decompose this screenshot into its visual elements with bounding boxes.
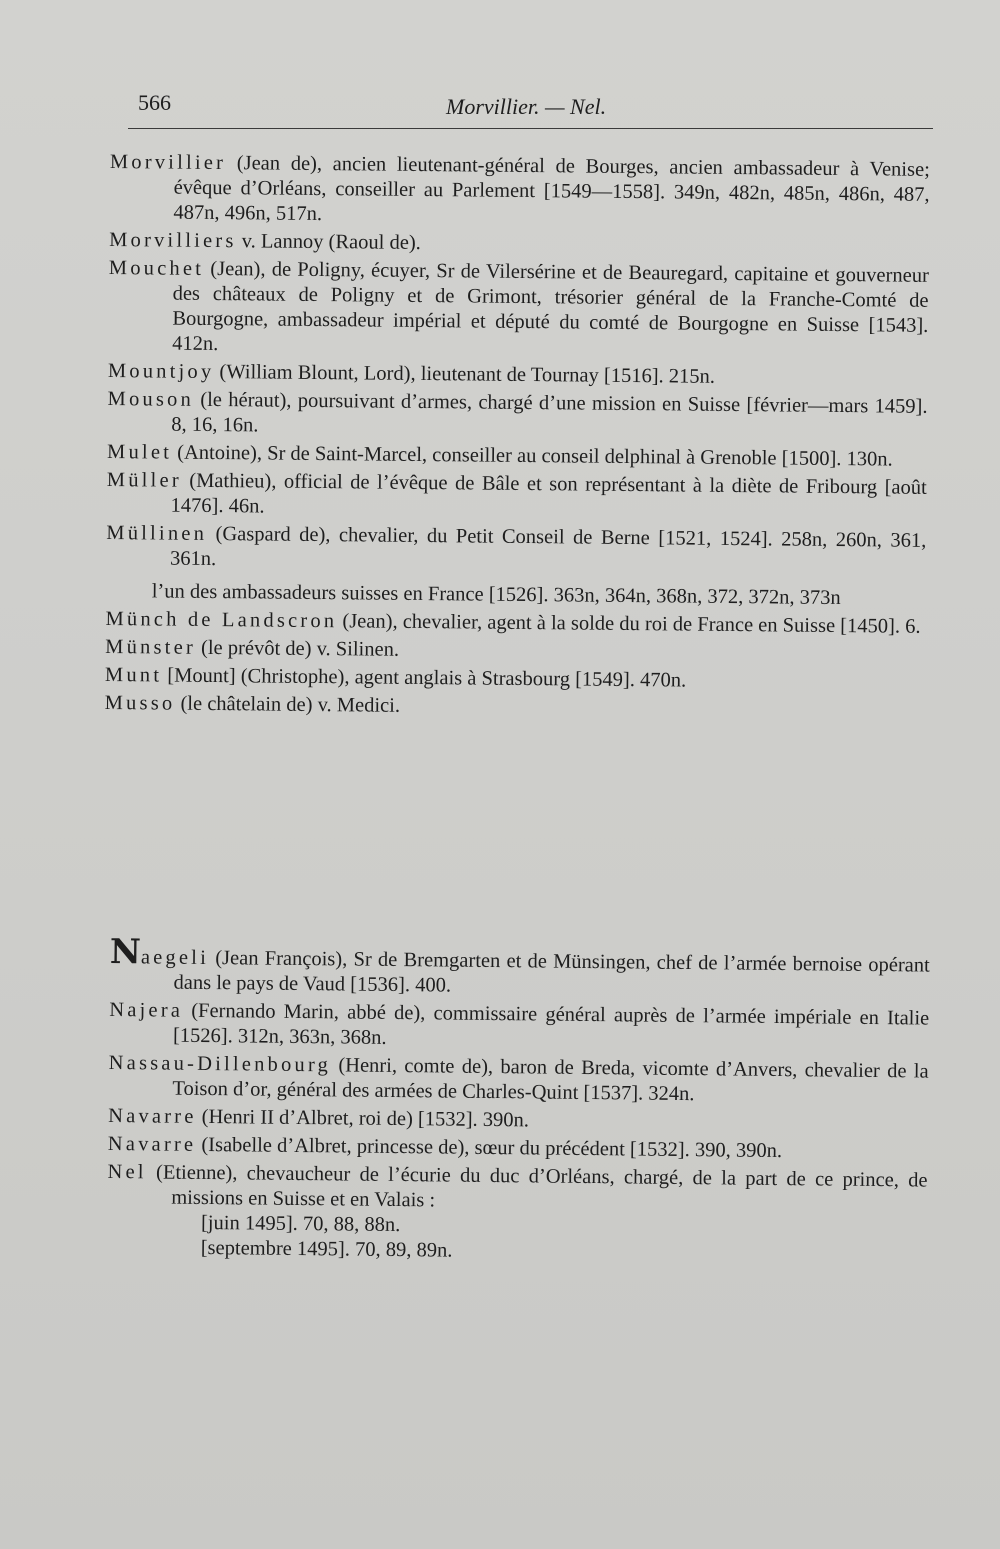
index-entry — [106, 468, 926, 526]
entry-text: (Henri, comte de), baron de Breda, vicomte d’Anvers, chevalier de la Toison d’or, général des armées de Charles-Quint [1537]. 324n. — [172, 1054, 929, 1106]
entry-text: (Antoine), Sr de Saint-Marcel, conseiller au conseil delphinal à Grenoble [1500]. 130n. — [171, 441, 893, 471]
entry-subline: [juin 1495]. 70, 88, 88n. — [200, 1211, 401, 1237]
entry-text: (Henri II d’Albret, roi de) [1532]. 390n. — [196, 1105, 530, 1132]
entry-text: (le châtelain de) v. Medici. — [175, 692, 401, 717]
index-entry — [108, 359, 928, 392]
entry-text: (Jean), de Poligny, écuyer, Sr de Vilersérine et de Beauregard, capitaine et gouverneur des châteaux de Poligny et de Grimont, trésorier général de la Franche-Comté de Bourgogne, ambassadeur impérial et député du comté de Bourgogne en Suisse [1543]. 412n. — [172, 257, 929, 356]
entry-headword: Navarre — [107, 1132, 197, 1156]
page-header — [128, 88, 933, 129]
entry-headword: aegeli — [140, 946, 210, 970]
index-block-n — [107, 932, 930, 1272]
entry-headword: Mouson — [107, 387, 195, 411]
page-number: 566 — [138, 90, 171, 115]
entry-text: (William Blount, Lord), lieutenant de Tournay [1516]. 215n. — [214, 361, 716, 388]
entry-subline: [septembre 1495]. 70, 89, 89n. — [200, 1236, 453, 1262]
entry-text: l’un des ambassadeurs suisses en France [1526]. 363n, 364n, 368n, 372, 372n, 373n — [151, 580, 841, 610]
index-block-m — [105, 150, 930, 727]
index-entry — [106, 521, 926, 579]
entry-text: (Jean de), ancien lieutenant-général de Bourges, ancien ambassadeur à Venise; évêque d’Orléans, conseiller au Parlement [1549—1558]. 349n, 482n, 485n, 486n, 487, 487n, 496n, 517n. — [173, 152, 930, 226]
entry-headword: Münch de Landscron — [105, 607, 338, 633]
entry-text: (Isabelle d’Albret, princesse de), sœur du précédent [1532]. 390, 390n. — [196, 1133, 783, 1163]
entry-text: (le héraut), poursuivant d’armes, chargé d’une mission en Suisse [février—mars 1459]. 8, 16, 16n. — [171, 388, 928, 437]
entry-headword: Navarre — [108, 1104, 197, 1128]
index-entry — [108, 1051, 928, 1110]
drop-initial: N — [109, 932, 142, 973]
index-entry — [107, 387, 927, 445]
entry-headword: Nel — [107, 1160, 147, 1184]
index-entry — [109, 150, 930, 233]
entry-text: (Mathieu), official de l’évêque de Bâle et son représentant à la diète de Fribourg [août 1476]. 46n. — [170, 469, 927, 518]
entry-text: (Etienne), chevaucheur de l’écurie du duc d’Orléans, chargé, de la part de ce prince, de missions en Suisse et en Valais : — [146, 1161, 928, 1212]
entry-text: v. Lannoy (Raoul de). — [236, 230, 421, 254]
entry-headword: Müllinen — [106, 521, 208, 545]
index-entry — [105, 607, 925, 640]
index-entry — [109, 228, 929, 261]
entry-text: (Gaspard de), chevalier, du Petit Conseil de Berne [1521, 1524]. 258n, 260n, 361, 361n. — [169, 522, 927, 571]
entry-headword: Musso — [104, 691, 176, 715]
index-entry — [108, 256, 929, 364]
index-subentry — [106, 579, 926, 612]
entry-headword: Mulet — [106, 440, 173, 464]
index-entry — [107, 1160, 928, 1269]
index-entry — [107, 440, 927, 473]
index-entry — [109, 932, 930, 1004]
entry-text: [Mount] (Christophe), agent anglais à Strasbourg [1549]. 470n. — [162, 664, 687, 692]
entry-headword: Mountjoy — [107, 359, 215, 384]
entry-headword: Mouchet — [108, 256, 205, 280]
running-head: Morvillier. — Nel. — [446, 94, 607, 119]
index-entry — [109, 998, 929, 1057]
index-entry — [105, 691, 925, 724]
entry-headword: Morvillier — [109, 150, 227, 175]
index-entry — [105, 635, 925, 668]
entry-headword: Munt — [104, 663, 163, 687]
entry-text: (Jean François), Sr de Bremgarten et de Münsingen, chef de l’armée bernoise opérant dans le pays de Vaud [1536]. 400. — [173, 947, 930, 997]
entry-headword: Nassau-Dillenbourg — [108, 1051, 332, 1077]
entry-text: (le prévôt de) v. Silinen. — [195, 636, 400, 661]
index-entry — [105, 663, 925, 696]
entry-headword: Münster — [105, 635, 197, 659]
entry-headword: Najera — [109, 998, 184, 1022]
entry-text: (Fernando Marin, abbé de), commissaire général auprès de l’armée impériale en Italie [1526]. 312n, 363n, 368n. — [172, 999, 930, 1049]
entry-headword: Morvilliers — [109, 228, 237, 253]
entry-text: (Jean), chevalier, agent à la solde du roi de France en Suisse [1450]. 6. — [337, 610, 921, 638]
entry-headword: Müller — [106, 468, 182, 492]
